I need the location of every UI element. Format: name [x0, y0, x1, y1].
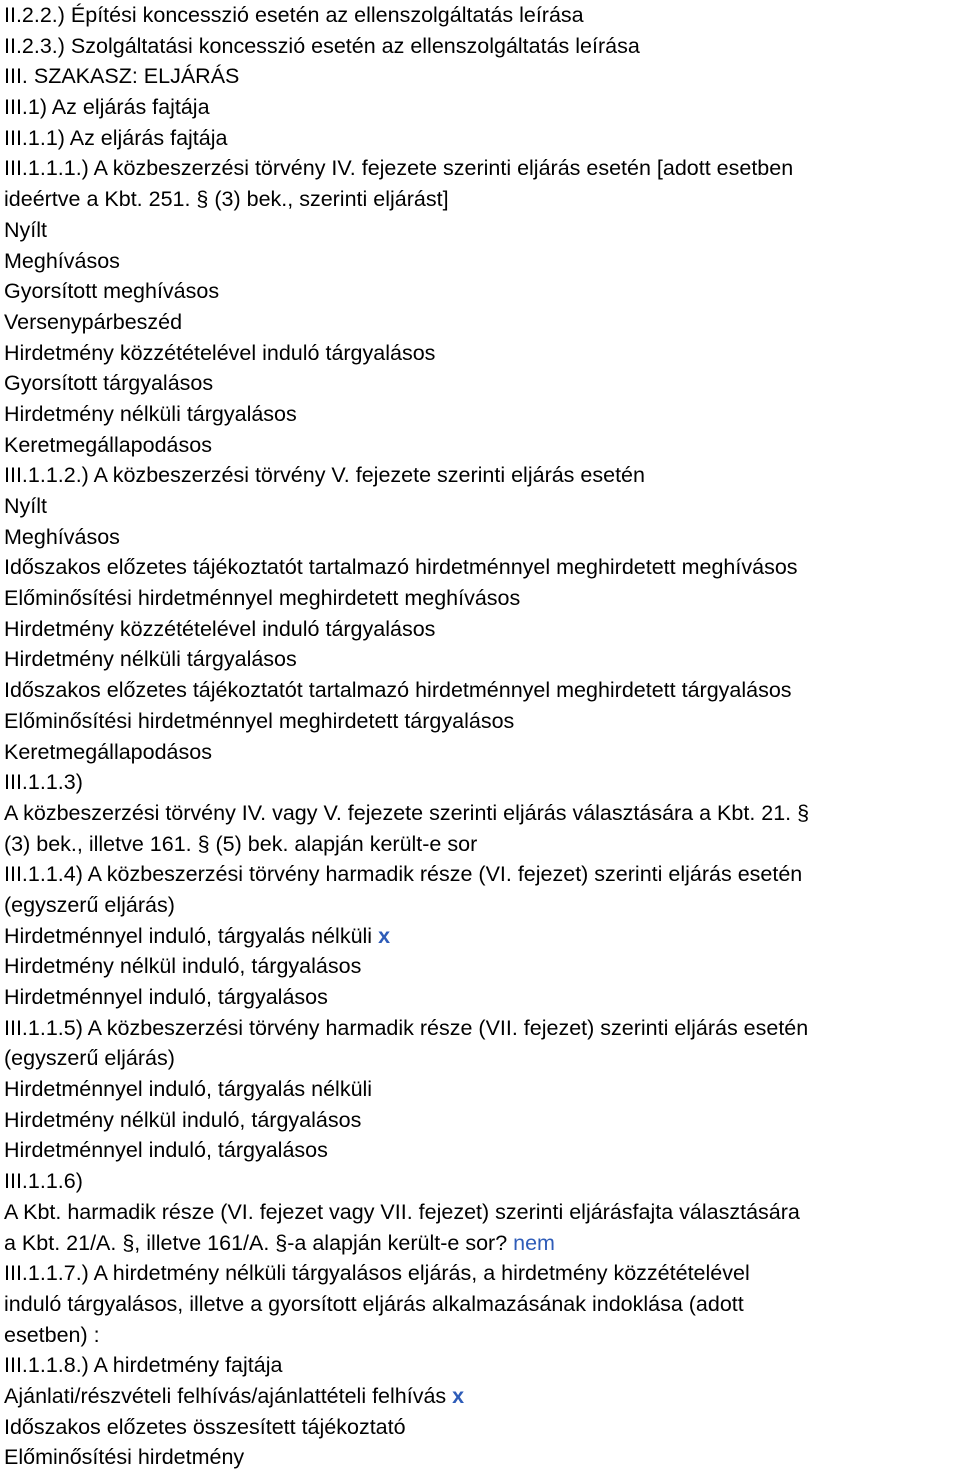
option-hirdetmennyel-targyalasos-vii: Hirdetménnyel induló, tárgyalásos	[4, 1138, 328, 1163]
option-ajanlati-felhivas	[4, 1381, 956, 1412]
document-page	[4, 0, 956, 1473]
section-heading-iii-1-1-5-cont: (egyszerű eljárás)	[4, 1046, 175, 1071]
option-versenyparbeszed: Versenypárbeszéd	[4, 309, 183, 334]
section-heading-iii-1-1-8: III.1.1.8.) A hirdetmény fajtája	[4, 1353, 283, 1378]
option-label: Hirdetménnyel induló, tárgyalás nélküli	[4, 923, 373, 948]
option-hirdetmeny-kozzetetelevel-tárgyalasos: Hirdetmény közzétételével induló tárgyalásos	[4, 340, 436, 365]
option-gyorsitott-targyalasos: Gyorsított tárgyalásos	[4, 371, 214, 396]
section-heading-iii-1: III.1) Az eljárás fajtája	[4, 95, 210, 120]
question-kbt-21a-cont	[4, 1228, 956, 1259]
section-heading-iii-1-1-5: III.1.1.5) A közbeszerzési törvény harmadik része (VII. fejezet) szerinti eljárás esetén	[4, 1015, 809, 1040]
section-heading-iii-1-1-7-cont: induló tárgyalásos, illetve a gyorsított eljárás alkalmazásának indoklása (adott	[4, 1291, 744, 1316]
option-keretmegallapodasos: Keretmegállapodásos	[4, 432, 212, 457]
selected-mark: x	[452, 1383, 465, 1408]
option-elominositesi-targyalasos: Előminősítési hirdetménnyel meghirdetett tárgyalásos	[4, 708, 515, 733]
section-heading-iii-1-1-3: III.1.1.3)	[4, 770, 83, 795]
question-label: a Kbt. 21/A. §, illetve 161/A. §-a alapján került-e sor?	[4, 1230, 508, 1255]
option-hirdetmennyel-targyalas-nelkuli-vii: Hirdetménnyel induló, tárgyalás nélküli	[4, 1077, 373, 1102]
section-heading-iii-1-1-2: III.1.1.2.) A közbeszerzési törvény V. fejezete szerinti eljárás esetén	[4, 463, 645, 488]
option-nyilt: Nyílt	[4, 217, 47, 242]
option-keretmegallapodasos-v: Keretmegállapodásos	[4, 739, 212, 764]
selected-mark: x	[378, 923, 391, 948]
option-elominositesi-meghivasos: Előminősítési hirdetménnyel meghirdetett meghívásos	[4, 586, 521, 611]
section-heading-iii-1-1-4-cont: (egyszerű eljárás)	[4, 892, 175, 917]
section-heading-iii-1-1: III.1.1) Az eljárás fajtája	[4, 125, 228, 150]
option-hirdetmeny-nelkul-targyalasos-vii: Hirdetmény nélkül induló, tárgyalásos	[4, 1107, 362, 1132]
section-heading-iii-1-1-6: III.1.1.6)	[4, 1169, 83, 1194]
answer-value: nem	[513, 1230, 555, 1255]
section-heading-iii-1-1-7: III.1.1.7.) A hirdetmény nélküli tárgyalásos eljárás, a hirdetmény közzétételével	[4, 1261, 750, 1286]
option-gyorsitott-meghivasos: Gyorsított meghívásos	[4, 279, 220, 304]
question-kbt-21-cont: (3) bek., illetve 161. § (5) bek. alapján került-e sor	[4, 831, 478, 856]
option-idoszakos-targyalasos: Időszakos előzetes tájékoztatót tartalmazó hirdetménnyel meghirdetett tárgyalásos	[4, 678, 792, 703]
option-nyilt-v: Nyílt	[4, 494, 47, 518]
option-meghivasos-v: Meghívásos	[4, 524, 120, 549]
option-hirdetmeny-nelkul-targyalasos: Hirdetmény nélkül induló, tárgyalásos	[4, 954, 362, 979]
section-title-iii: III. SZAKASZ: ELJÁRÁS	[4, 64, 240, 89]
option-elominositesi-hirdetmeny: Előminősítési hirdetmény	[4, 1445, 245, 1470]
option-label: Ajánlati/részvételi felhívás/ajánlattételi felhívás	[4, 1383, 447, 1408]
option-meghivasos: Meghívásos	[4, 248, 120, 273]
option-hirdetmeny-nelkuli-targyalasos: Hirdetmény nélküli tárgyalásos	[4, 401, 297, 426]
option-hirdetmennyel-targyalasos: Hirdetménnyel induló, tárgyalásos	[4, 985, 328, 1009]
option-hirdetmeny-kozzetetelevel-targyalasos-v: Hirdetmény közzétételével induló tárgyalásos	[4, 616, 436, 641]
option-hirdetmennyel-targyalas-nelkuli	[4, 921, 956, 952]
option-idoszakos-osszesitett: Időszakos előzetes összesített tájékoztató	[4, 1414, 406, 1439]
section-heading-iii-1-1-7-cont2: esetben) :	[4, 1322, 100, 1347]
section-heading-iii-1-1-1-cont: ideértve a Kbt. 251. § (3) bek., szerinti eljárást]	[4, 187, 449, 212]
question-kbt-21: A közbeszerzési törvény IV. vagy V. fejezete szerinti eljárás választására a Kbt. 21. §	[4, 800, 810, 825]
option-idoszakos-meghivasos: Időszakos előzetes tájékoztatót tartalmazó hirdetménnyel meghirdetett meghívásos	[4, 555, 798, 580]
section-heading-ii-2-3: II.2.3.) Szolgáltatási koncesszió esetén az ellenszolgáltatás leírása	[4, 33, 640, 58]
section-heading-iii-1-1-4: III.1.1.4) A közbeszerzési törvény harmadik része (VI. fejezet) szerinti eljárás esetén	[4, 862, 803, 887]
question-kbt-21a: A Kbt. harmadik része (VI. fejezet vagy VII. fejezet) szerinti eljárásfajta választására	[4, 1199, 800, 1224]
section-heading-iii-1-1-1: III.1.1.1.) A közbeszerzési törvény IV. fejezete szerinti eljárás esetén [adott esetben	[4, 156, 794, 181]
section-heading-ii-2-2: II.2.2.) Építési koncesszió esetén az ellenszolgáltatás leírása	[4, 3, 584, 27]
option-hirdetmeny-nelkuli-targyalasos-v: Hirdetmény nélküli tárgyalásos	[4, 647, 297, 672]
